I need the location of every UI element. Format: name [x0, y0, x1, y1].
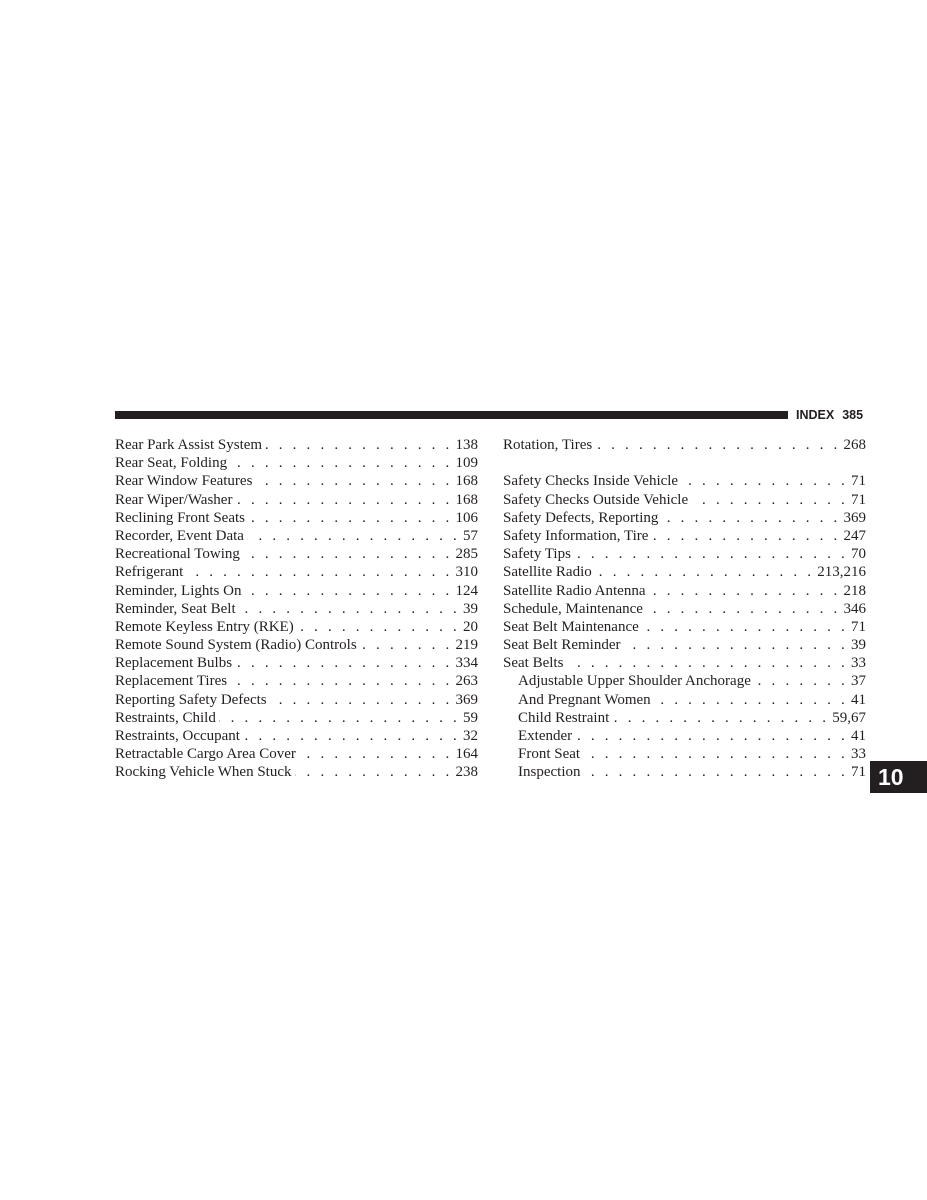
index-page: 334 [455, 655, 478, 672]
index-term: Seat Belts [503, 655, 564, 672]
index-page: 218 [843, 582, 866, 599]
index-page: 310 [455, 564, 478, 581]
dot-leader [661, 509, 840, 527]
index-term: Extender [518, 728, 573, 744]
index-page: 32 [463, 728, 478, 744]
dot-leader [681, 472, 848, 490]
index-page: 238 [455, 764, 478, 781]
index-page: 168 [455, 491, 478, 508]
index-page: 41 [851, 691, 866, 708]
dot-leader [575, 727, 848, 745]
index-term: Rocking Vehicle When Stuck [115, 764, 292, 781]
index-page: 369 [843, 509, 866, 526]
index-page: 219 [455, 637, 478, 654]
index-entry [503, 654, 866, 672]
index-page: 33 [851, 746, 866, 763]
index-entry [503, 491, 866, 509]
header-rule [115, 411, 788, 419]
index-entry [503, 636, 866, 654]
index-entry [115, 727, 478, 745]
index-term: Safety Information, Tire [503, 527, 649, 544]
running-header [796, 406, 868, 424]
index-entry [503, 582, 866, 600]
index-entry [503, 563, 866, 581]
index-entry [115, 491, 478, 509]
index-entry [503, 436, 866, 454]
index-term: Front Seat [518, 746, 581, 763]
dot-leader [595, 563, 815, 581]
index-page: 263 [455, 673, 478, 690]
dot-leader [265, 436, 452, 454]
dot-leader [186, 563, 452, 581]
index-term: Reminder, Lights On [115, 582, 242, 599]
index-entry [115, 654, 478, 672]
index-term: Reminder, Seat Belt [115, 600, 236, 617]
dot-leader [239, 600, 460, 618]
index-entry [503, 618, 866, 636]
index-page: 33 [851, 655, 866, 672]
index-term: Remote Keyless Entry (RKE) [115, 618, 294, 635]
letter-group-spacer [503, 454, 866, 472]
dot-leader [691, 491, 848, 509]
dot-leader [360, 636, 453, 654]
dot-leader [583, 763, 848, 781]
index-page: 59 [463, 709, 478, 726]
index-entry [115, 636, 478, 654]
index-term: Reclining Front Seats [115, 509, 245, 526]
dot-leader [583, 745, 848, 763]
index-term: Restraints, Occupant [115, 728, 240, 744]
index-term: Schedule, Maintenance [503, 600, 643, 617]
index-term: Adjustable Upper Shoulder Anchorage [518, 673, 751, 690]
index-entry [115, 582, 478, 600]
index-page: 268 [843, 437, 866, 453]
dot-leader [574, 545, 848, 563]
index-entry [503, 509, 866, 527]
index-term: Refrigerant [115, 564, 184, 581]
index-entry [115, 745, 478, 763]
index-page: 57 [463, 527, 478, 544]
index-column-right [503, 436, 866, 782]
index-term: Rear Seat, Folding [115, 455, 228, 472]
dot-leader [255, 472, 452, 490]
index-entry [115, 509, 478, 527]
dot-leader [595, 436, 840, 454]
index-term: Replacement Bulbs [115, 655, 233, 672]
index-page: 138 [455, 437, 478, 453]
index-term: Inspection [518, 764, 581, 781]
index-term: Rear Wiper/Washer [115, 491, 233, 508]
index-page: 213,216 [817, 564, 866, 581]
index-term: Rear Window Features [115, 473, 253, 490]
index-term: Satellite Radio Antenna [503, 582, 646, 599]
index-term: Satellite Radio [503, 564, 592, 581]
index-entry [503, 527, 866, 545]
index-page: 41 [851, 728, 866, 744]
index-term: Safety Defects, Reporting [503, 509, 659, 526]
index-page: 70 [851, 546, 866, 563]
index-term: And Pregnant Women [518, 691, 651, 708]
index-term: Retractable Cargo Area Cover [115, 746, 296, 763]
index-page: 247 [843, 527, 866, 544]
dot-leader [235, 654, 452, 672]
index-page: 71 [851, 764, 866, 781]
dot-leader [612, 709, 829, 727]
index-page: 37 [851, 673, 866, 690]
index-page: 106 [455, 509, 478, 526]
index-entry [503, 600, 866, 618]
index-entry [503, 545, 866, 563]
index-term: Safety Checks Outside Vehicle [503, 491, 689, 508]
index-subentry [503, 709, 866, 727]
index-subentry [503, 727, 866, 745]
index-term: Replacement Tires [115, 673, 228, 690]
index-page: 39 [851, 637, 866, 654]
dot-leader [230, 454, 452, 472]
chapter-tab-label: 10 [878, 764, 904, 790]
index-subentry [503, 763, 866, 781]
dot-leader [247, 527, 460, 545]
index-term: Restraints, Child [115, 709, 216, 726]
index-term: Safety Checks Inside Vehicle [503, 473, 679, 490]
index-page: 164 [455, 746, 478, 763]
dot-leader [244, 582, 452, 600]
dot-leader [243, 545, 453, 563]
index-entry [115, 672, 478, 690]
index-page: 346 [843, 600, 866, 617]
index-page: 369 [455, 691, 478, 708]
index-entry [115, 545, 478, 563]
index-term: Child Restraint [518, 709, 610, 726]
index-page: 59,67 [832, 709, 866, 726]
index-page: 39 [463, 600, 478, 617]
dot-leader [648, 582, 840, 600]
index-term: Rotation, Tires [503, 437, 593, 453]
index-entry [115, 563, 478, 581]
dot-leader [651, 527, 840, 545]
index-page: 71 [851, 473, 866, 490]
index-entry [115, 691, 478, 709]
dot-leader [248, 509, 453, 527]
index-entry [115, 600, 478, 618]
index-page: 168 [455, 473, 478, 490]
index-page: 71 [851, 618, 866, 635]
dot-leader [297, 618, 460, 636]
index-entry [115, 472, 478, 490]
index-term: Safety Tips [503, 546, 571, 563]
index-term: Seat Belt Maintenance [503, 618, 639, 635]
index-entry [115, 709, 478, 727]
index-page: 124 [455, 582, 478, 599]
dot-leader [219, 709, 460, 727]
dot-leader [646, 600, 841, 618]
index-term: Reporting Safety Defects [115, 691, 267, 708]
index-entry [115, 527, 478, 545]
index-page: 20 [463, 618, 478, 635]
index-term: Remote Sound System (Radio) Controls [115, 637, 357, 654]
index-page: 285 [455, 546, 478, 563]
dot-leader [235, 491, 452, 509]
index-subentry [503, 672, 866, 690]
dot-leader [295, 763, 453, 781]
section-title: INDEX [796, 408, 835, 422]
chapter-tab [870, 761, 927, 793]
index-subentry [503, 691, 866, 709]
dot-leader [243, 727, 460, 745]
dot-leader [270, 691, 453, 709]
dot-leader [623, 636, 848, 654]
index-subentry [503, 745, 866, 763]
index-page: 71 [851, 491, 866, 508]
dot-leader [299, 745, 453, 763]
index-term: Seat Belt Reminder [503, 637, 621, 654]
index-entry [115, 763, 478, 781]
dot-leader [230, 672, 452, 690]
index-column-left [115, 436, 478, 782]
index-entry [115, 454, 478, 472]
dot-leader [642, 618, 848, 636]
dot-leader [754, 672, 848, 690]
index-term: Recorder, Event Data [115, 527, 244, 544]
dot-leader [654, 691, 848, 709]
index-page: 109 [455, 455, 478, 472]
index-term: Recreational Towing [115, 546, 240, 563]
index-entry [115, 436, 478, 454]
index-entry [503, 472, 866, 490]
index-entry [115, 618, 478, 636]
dot-leader [566, 654, 848, 672]
index-term: Rear Park Assist System [115, 437, 263, 453]
page-number: 385 [842, 408, 864, 422]
